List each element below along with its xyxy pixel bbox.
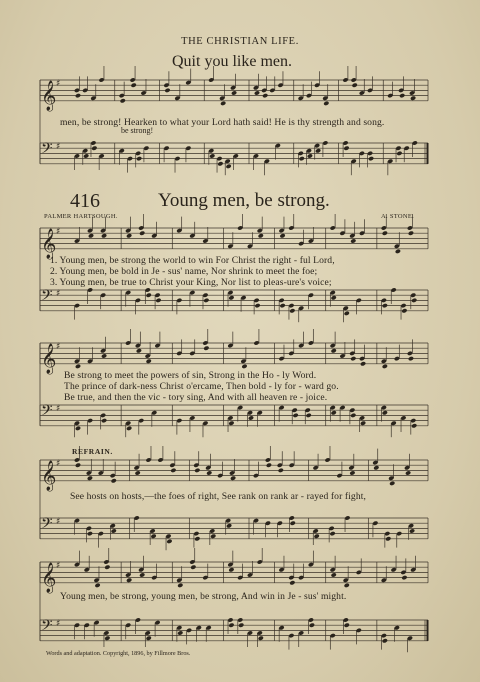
refrain-bass-2-staff [40, 617, 429, 652]
verse-bass-1-staff [40, 287, 428, 322]
verse-1-line-2: Be strong to meet the powers of sin, Strong in the Ho - ly Word. [64, 370, 317, 381]
prev-bass-staff [40, 140, 429, 175]
sharp-icon: ♯ [56, 619, 61, 629]
prev-treble-staff [40, 66, 428, 164]
hymn-title: Young men, be strong. [158, 190, 330, 211]
treble-clef-icon: 𝄞 [41, 562, 57, 593]
refrain-line-2: Young men, be strong, young men, be strong, And win in Je - sus' might. [60, 591, 347, 602]
sharp-icon: ♯ [56, 342, 61, 352]
running-head: THE CHRISTIAN LIFE. [181, 36, 299, 47]
author-credit: A. STONE. [381, 213, 415, 220]
sharp-icon: ♯ [56, 289, 61, 299]
treble-clef-icon: 𝄞 [41, 80, 57, 111]
sharp-icon: ♯ [56, 404, 61, 414]
previous-hymn-title: Quit you like men. [172, 53, 292, 70]
sharp-icon: ♯ [56, 142, 61, 152]
hymn-number: 416 [70, 190, 100, 212]
treble-clef-icon: 𝄞 [41, 228, 57, 259]
bass-clef-icon: 𝄢 [41, 617, 53, 638]
sharp-icon: ♯ [56, 79, 61, 89]
sharp-icon: ♯ [56, 227, 61, 237]
sharp-icon: ♯ [56, 459, 61, 469]
copyright-notice: Words and adaptation. Copyright, 1896, by Fillmore Bros. [46, 650, 191, 657]
verse-3-line-1: 3. Young men, be true to Christ your King, Nor list to pleas-ure's voice; [50, 277, 332, 288]
composer-credit: PALMER HARTSOUGH. [44, 213, 118, 220]
verse-1-line-1: 1. Young men, be strong the world to win For Christ the right - ful Lord, [50, 255, 335, 266]
verse-2-line-1: 2. Young men, be bold in Je - sus' name, Nor shrink to meet the foe; [50, 266, 318, 277]
bass-clef-icon: 𝄢 [41, 402, 53, 423]
sharp-icon: ♯ [56, 517, 61, 527]
previous-hymn-lyric: men, be strong! Hearken to what your Lord hath said! He is thy strength and song. [60, 117, 385, 128]
bass-clef-icon: 𝄢 [41, 515, 53, 536]
refrain-label: REFRAIN. [72, 447, 113, 456]
bass-clef-icon: 𝄢 [41, 140, 53, 161]
verse-3-line-2: Be true, and then the vic - tory sing, And with all heaven re - joice. [64, 392, 328, 403]
verse-bass-2-staff [40, 402, 428, 437]
treble-clef-icon: 𝄞 [41, 343, 57, 374]
treble-clef-icon: 𝄞 [41, 460, 57, 491]
sharp-icon: ♯ [56, 561, 61, 571]
verse-2-line-2: The prince of dark-ness Christ o'ercame, Then bold - ly for - ward go. [64, 381, 339, 392]
refrain-line-1: See hosts on hosts,—the foes of right, See rank on rank ar - rayed for fight, [70, 491, 366, 502]
previous-hymn-lyric-small: be strong! [121, 126, 154, 135]
refrain-bass-1-staff [40, 515, 428, 550]
bass-clef-icon: 𝄢 [41, 287, 53, 308]
